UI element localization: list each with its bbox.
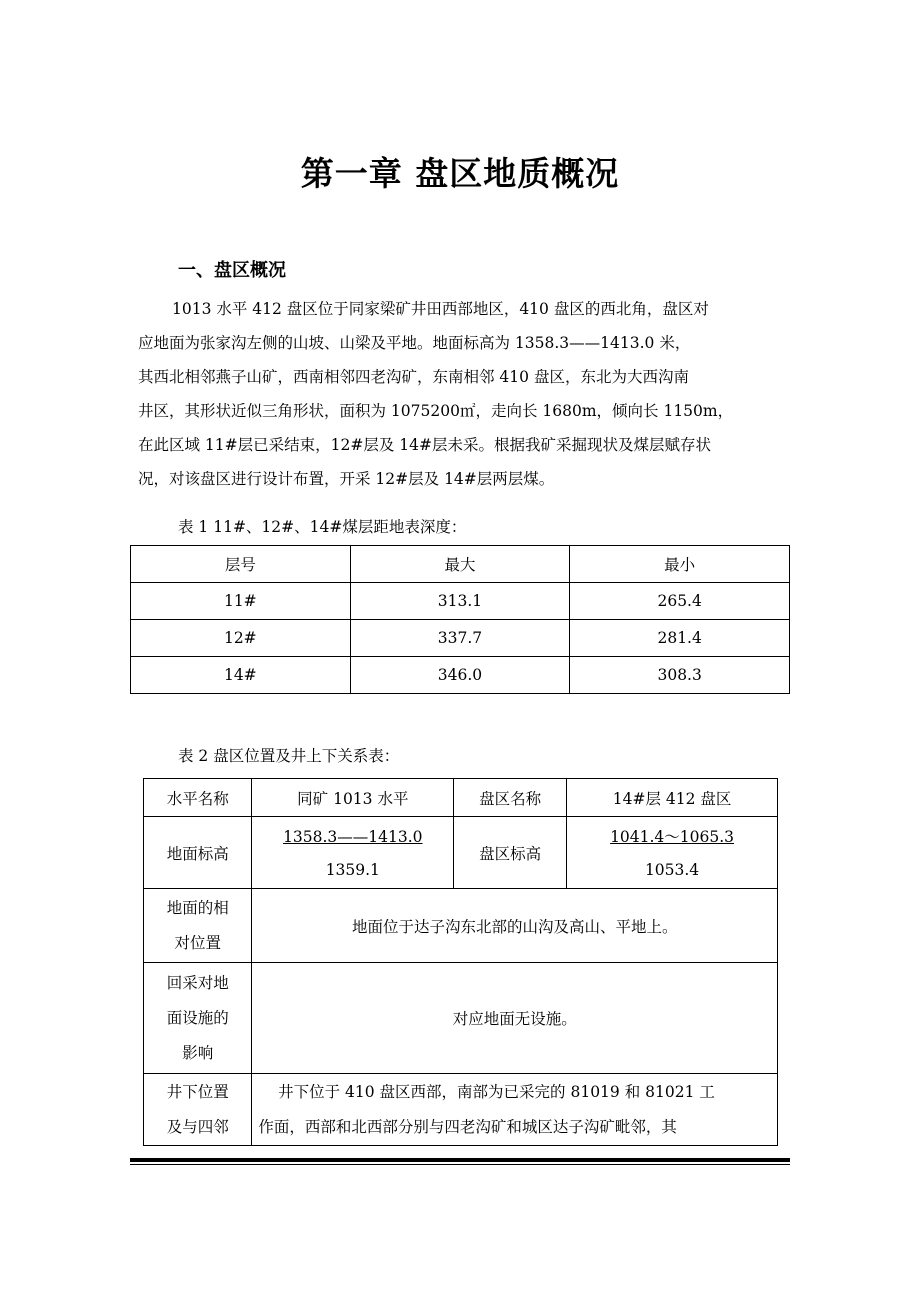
cell-line: 井下位于 410 盘区西部，南部为已采完的 81019 和 81021 工 bbox=[258, 1082, 715, 1101]
paragraph-line: 况，对该盘区进行设计布置，开采 12#层及 14#层两层煤。 bbox=[138, 470, 555, 488]
table-cell bbox=[567, 817, 778, 889]
table-cell bbox=[144, 1074, 252, 1146]
location-table bbox=[143, 778, 778, 1146]
table-cell: 地面位于达子沟东北部的山沟及高山、平地上。 bbox=[252, 889, 778, 963]
table-header-cell: 层号 bbox=[131, 546, 351, 583]
table-header-row bbox=[131, 546, 790, 583]
table-cell bbox=[252, 817, 454, 889]
table-header-cell: 最大 bbox=[350, 546, 570, 583]
table-cell: 同矿 1013 水平 bbox=[252, 779, 454, 817]
cell-line: 面设施的 bbox=[166, 1008, 229, 1027]
table-row bbox=[144, 779, 778, 817]
table-row bbox=[131, 620, 790, 657]
paragraph-line: 应地面为张家沟左侧的山坡、山梁及平地。地面标高为 1358.3——1413.0 米， bbox=[138, 334, 691, 352]
table-cell: 337.7 bbox=[350, 620, 570, 657]
table-cell: 12# bbox=[131, 620, 351, 657]
table-cell: 盘区标高 bbox=[454, 817, 567, 889]
section-heading: 一、盘区概况 bbox=[178, 260, 286, 281]
table-cell: 盘区名称 bbox=[454, 779, 567, 817]
table1-caption: 表 1 11#、12#、14#煤层距地表深度： bbox=[178, 518, 467, 536]
district-elevation-range: 1041.4～1065.3 bbox=[610, 827, 735, 846]
table-cell: 14#层 412 盘区 bbox=[567, 779, 778, 817]
cell-line: 回采对地 bbox=[166, 973, 229, 992]
elevation-value: 1359.1 bbox=[325, 860, 380, 879]
table-row bbox=[131, 657, 790, 694]
table-cell: 308.3 bbox=[570, 657, 790, 694]
cell-line: 及与四邻 bbox=[166, 1117, 229, 1136]
table-cell: 14# bbox=[131, 657, 351, 694]
page-title: 第一章 盘区地质概况 bbox=[300, 154, 620, 193]
table-cell: 对应地面无设施。 bbox=[252, 963, 778, 1074]
cell-line: 对位置 bbox=[174, 933, 221, 952]
paragraph-line: 在此区域 11#层已采结束，12#层及 14#层未采。根据我矿采掘现状及煤层赋存状 bbox=[138, 436, 711, 454]
table-cell bbox=[144, 889, 252, 963]
table-row bbox=[144, 889, 778, 963]
table-cell: 地面标高 bbox=[144, 817, 252, 889]
table-row bbox=[144, 963, 778, 1074]
table-row bbox=[144, 1074, 778, 1146]
table-cell: 11# bbox=[131, 583, 351, 620]
footer-divider bbox=[130, 1158, 790, 1162]
table-cell: 281.4 bbox=[570, 620, 790, 657]
paragraph-line: 其西北相邻燕子山矿，西南相邻四老沟矿，东南相邻 410 盘区，东北为大西沟南 bbox=[138, 368, 689, 386]
table-cell bbox=[144, 963, 252, 1074]
table-cell bbox=[252, 1074, 778, 1146]
cell-line: 井下位置 bbox=[166, 1082, 229, 1101]
cell-line: 地面的相 bbox=[166, 898, 229, 917]
table-cell: 313.1 bbox=[350, 583, 570, 620]
table-row bbox=[144, 817, 778, 889]
table-cell: 水平名称 bbox=[144, 779, 252, 817]
table2-caption: 表 2 盘区位置及井上下关系表： bbox=[178, 747, 400, 765]
cell-line: 影响 bbox=[182, 1043, 214, 1062]
elevation-range: 1358.3——1413.0 bbox=[283, 827, 423, 846]
table-row bbox=[131, 583, 790, 620]
district-elevation-value: 1053.4 bbox=[644, 860, 700, 879]
paragraph-line: 井区，其形状近似三角形状，面积为 1075200㎡，走向长 1680m，倾向长 1150m， bbox=[138, 402, 734, 420]
cell-line: 作面，西部和北西部分别与四老沟矿和城区达子沟矿毗邻，其 bbox=[258, 1117, 677, 1136]
paragraph-line: 1013 水平 412 盘区位于同家梁矿井田西部地区，410 盘区的西北角，盘区对 bbox=[172, 300, 709, 318]
table-cell: 346.0 bbox=[350, 657, 570, 694]
footer-divider-thin bbox=[130, 1164, 790, 1165]
table-cell: 265.4 bbox=[570, 583, 790, 620]
depth-table bbox=[130, 545, 790, 694]
table-header-cell: 最小 bbox=[570, 546, 790, 583]
